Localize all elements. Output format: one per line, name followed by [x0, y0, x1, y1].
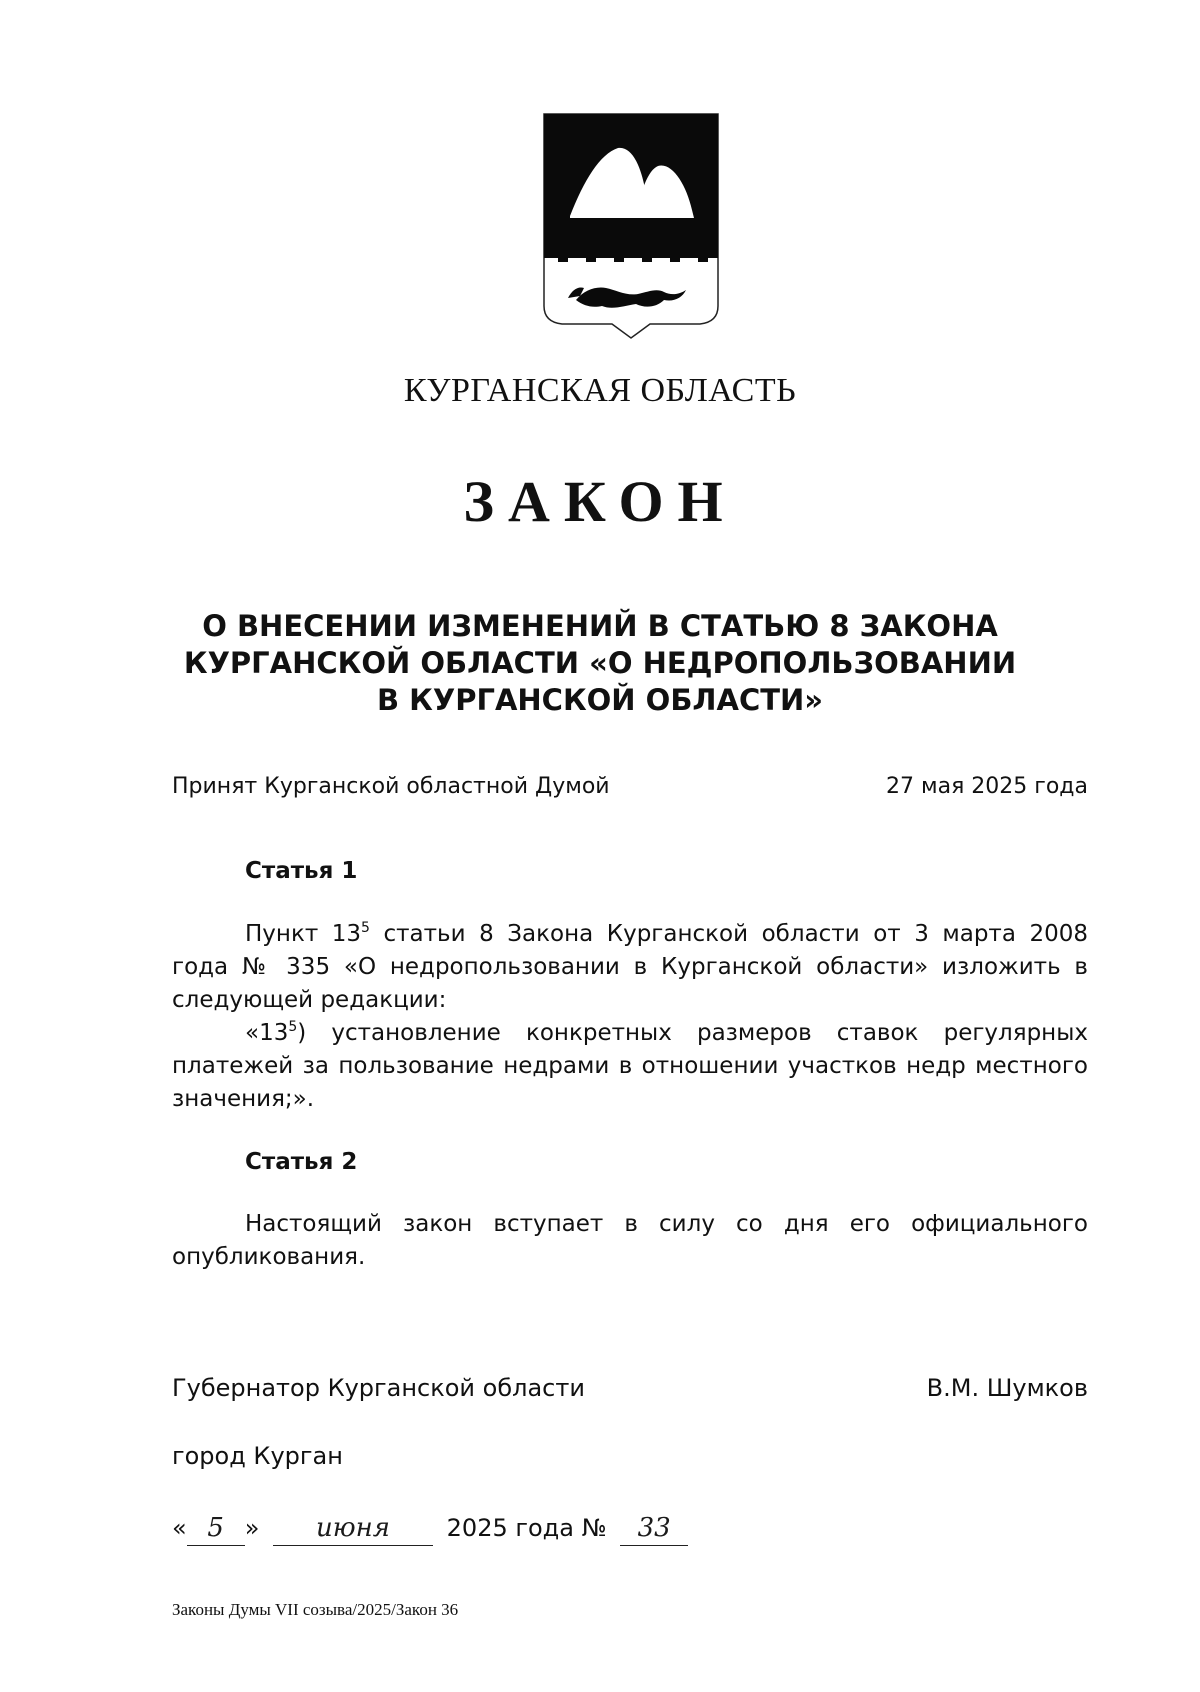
signing-city: город Курган	[172, 1442, 343, 1470]
law-heading-line: О ВНЕСЕНИИ ИЗМЕНЕНИЙ В СТАТЬЮ 8 ЗАКОНА	[202, 609, 998, 643]
text-run: Пункт 13	[245, 921, 362, 947]
superscript: 5	[361, 920, 370, 936]
signing-date-line	[172, 1512, 688, 1546]
document-footer: Законы Думы VII созыва/2025/Закон 36	[172, 1600, 459, 1619]
article-2-title: Статья 2	[245, 1149, 358, 1175]
quote-close: »	[244, 1514, 260, 1542]
article-2-paragraph: Настоящий закон вступает в силу со дня его официального опубликования.	[172, 1211, 1088, 1270]
superscript: 5	[288, 1019, 298, 1035]
governor-title: Губернатор Курганской области	[172, 1374, 585, 1402]
handwritten-month: июня	[273, 1512, 433, 1546]
law-heading-line: В КУРГАНСКОЙ ОБЛАСТИ»	[376, 683, 824, 717]
article-1-title: Статья 1	[245, 858, 358, 884]
adoption-date: 27 мая 2025 года	[886, 774, 1088, 799]
handwritten-day: 5	[187, 1512, 245, 1546]
text-run: «13	[245, 1020, 289, 1046]
article-1-body	[172, 918, 1088, 1116]
document-type-title: ЗАКОН	[463, 469, 737, 534]
article-1-quoted-paragraph	[172, 1017, 1088, 1116]
handwritten-number: 33	[620, 1512, 688, 1546]
article-2-body	[172, 1208, 1088, 1274]
law-heading-line: КУРГАНСКОЙ ОБЛАСТИ «О НЕДРОПОЛЬЗОВАНИИ	[183, 646, 1017, 680]
region-title: КУРГАНСКАЯ ОБЛАСТЬ	[403, 372, 797, 409]
governor-name: В.М. Шумков	[926, 1374, 1088, 1402]
law-heading	[0, 608, 1200, 719]
article-1-paragraph	[172, 918, 1088, 1017]
text-run: статьи 8 Закона Курганской области от 3 марта 2008 года № 335 «О недропользовании в Курганской области» изложить в следующей редакции:	[172, 921, 1088, 1013]
text-run: ) установление конкретных размеров ставок регулярных платежей за пользование недрами в отношении участков недр местного значения;».	[172, 1020, 1088, 1112]
adoption-authority: Принят Курганской областной Думой	[172, 774, 610, 799]
quote-open: «	[172, 1514, 187, 1542]
year-label: 2025 года №	[446, 1514, 607, 1542]
coat-of-arms-emblem	[540, 110, 722, 344]
